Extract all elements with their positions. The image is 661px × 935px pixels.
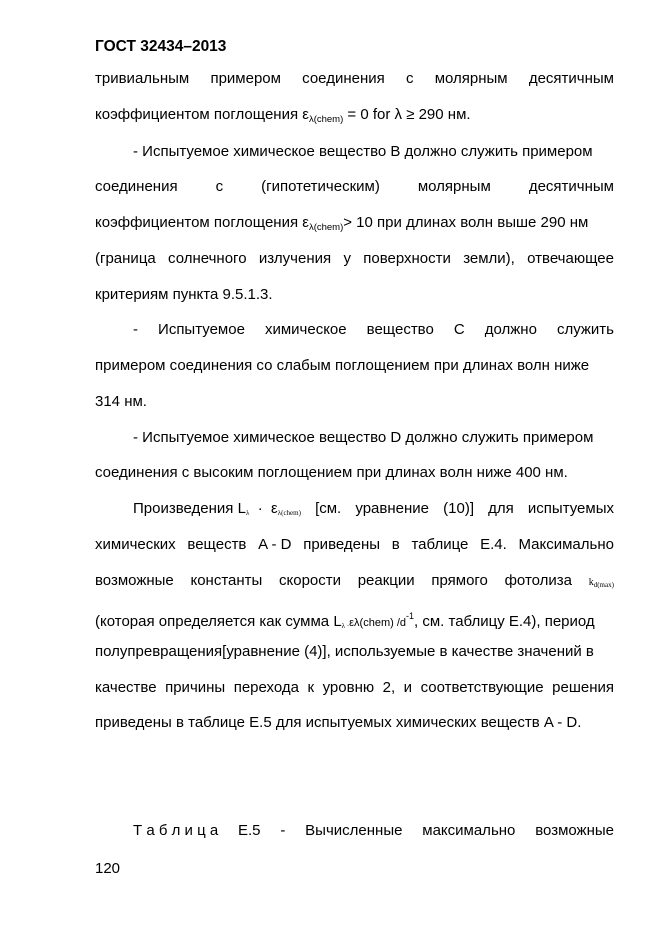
word: с	[405, 70, 414, 87]
word: соответствующие	[420, 679, 544, 696]
p3-line-1	[133, 320, 614, 340]
caption-number: Е.5	[238, 822, 261, 839]
word: земли),	[463, 250, 515, 267]
p2-line-1: - Испытуемое химическое вещество B должно служить примером	[133, 143, 593, 160]
page-number: 120	[95, 860, 121, 877]
word: поверхности	[363, 250, 451, 267]
word: излучения	[258, 250, 332, 267]
p5-line-5: полупревращения[уравнение (4)], используемые в качестве значений в	[95, 643, 594, 660]
document-header: ГОСТ 32434–2013	[95, 38, 227, 55]
word: молярным	[434, 70, 508, 87]
p1-line-2	[95, 105, 614, 130]
p2-line-5: критериям пункта 9.5.1.3.	[95, 286, 273, 303]
word: молярным	[417, 178, 491, 195]
word: Максимально	[518, 536, 614, 553]
word: Е.4.	[480, 536, 507, 553]
word: (граница	[95, 250, 156, 267]
word: соединения	[302, 70, 385, 87]
word: десятичным	[528, 178, 614, 195]
subscript: λ	[245, 509, 250, 517]
p2-line-2	[95, 177, 614, 197]
word: испытуемых	[527, 500, 614, 517]
p3-line-2: примером соединения со слабым поглощением при длинах волн ниже	[95, 357, 590, 374]
word: (гипотетическим)	[261, 178, 380, 195]
word: константы	[190, 572, 263, 589]
word: реакции	[357, 572, 415, 589]
word: в	[391, 536, 400, 553]
text: Произведения L	[133, 500, 246, 517]
word: приведены	[303, 536, 381, 553]
word: возможные	[95, 572, 174, 589]
p5-line-2	[95, 535, 614, 555]
word: вещество	[366, 321, 434, 338]
word: соединения	[95, 178, 178, 195]
word: причины	[165, 679, 226, 696]
word: перехода	[233, 679, 299, 696]
word: возможные	[535, 822, 614, 839]
word: максимально	[422, 822, 516, 839]
word: C	[453, 321, 465, 338]
epsilon: ε	[271, 500, 278, 517]
word: -	[133, 321, 138, 338]
p5-line-7: приведены в таблице Е.5 для испытуемых химических веществ A - D.	[95, 714, 582, 731]
word: Вычисленные	[305, 822, 403, 839]
word: служить	[556, 321, 614, 338]
word: примером	[210, 70, 281, 87]
word: с	[215, 178, 224, 195]
p5-line-1	[133, 499, 614, 523]
p4-line-2: соединения с высоким поглощением при длинах волн ниже 400 нм.	[95, 464, 568, 481]
subscript: λ ·	[341, 622, 350, 630]
word: у	[343, 250, 351, 267]
word: уравнение	[355, 500, 429, 517]
word: качестве	[95, 679, 157, 696]
word: солнечного	[168, 250, 247, 267]
word: веществ	[187, 536, 247, 553]
subscript: λ(chem)	[277, 509, 301, 517]
superscript: -1	[406, 611, 415, 621]
word: фотолиза	[504, 572, 573, 589]
word: химических	[95, 536, 176, 553]
word: (10)]	[443, 500, 474, 517]
word: таблице	[411, 536, 469, 553]
table-caption	[133, 821, 614, 841]
word: A - D	[258, 536, 292, 553]
subscript: d(max)	[593, 581, 614, 589]
text: ελ(chem) /d	[349, 617, 407, 629]
word: [см.	[315, 500, 342, 517]
p2-line-4	[95, 249, 614, 269]
text: коэффициентом поглощения ε	[95, 214, 309, 231]
word: 2,	[382, 679, 396, 696]
word: химическое	[264, 321, 347, 338]
caption-dash: -	[280, 822, 286, 839]
word: уровню	[322, 679, 375, 696]
subscript: λ(chem)	[308, 222, 344, 233]
word: Испытуемое	[158, 321, 245, 338]
p2-line-3	[95, 213, 614, 238]
word: десятичным	[528, 70, 614, 87]
word: скорости	[279, 572, 342, 589]
p5-line-3	[95, 571, 614, 595]
word: решения	[552, 679, 614, 696]
word: должно	[484, 321, 537, 338]
product-formula	[133, 499, 301, 523]
kd-symbol	[589, 571, 614, 595]
word: к	[307, 679, 315, 696]
p5-line-6	[95, 678, 614, 698]
p3-line-3: 314 нм.	[95, 393, 147, 410]
subscript: λ(chem)	[308, 114, 344, 125]
p1-line-1	[95, 69, 614, 89]
caption-label: Т а б л и ц а	[133, 822, 219, 839]
word: и	[403, 679, 413, 696]
text: = 0 for λ ≥ 290 нм.	[343, 106, 471, 123]
word: для	[488, 500, 514, 517]
text: коэффициентом поглощения ε	[95, 106, 309, 123]
p5-line-4	[95, 606, 614, 636]
word: прямого	[431, 572, 488, 589]
text: , см. таблицу Е.4), период	[414, 613, 595, 630]
word: отвечающее	[527, 250, 614, 267]
dot: ·	[257, 500, 263, 517]
p4-line-1: - Испытуемое химическое вещество D должно служить примером	[133, 429, 594, 446]
text: (которая определяется как сумма L	[95, 613, 342, 630]
word: тривиальным	[95, 70, 190, 87]
text: > 10 при длинах волн выше 290 нм	[343, 214, 589, 231]
k-letter: k	[588, 577, 594, 588]
